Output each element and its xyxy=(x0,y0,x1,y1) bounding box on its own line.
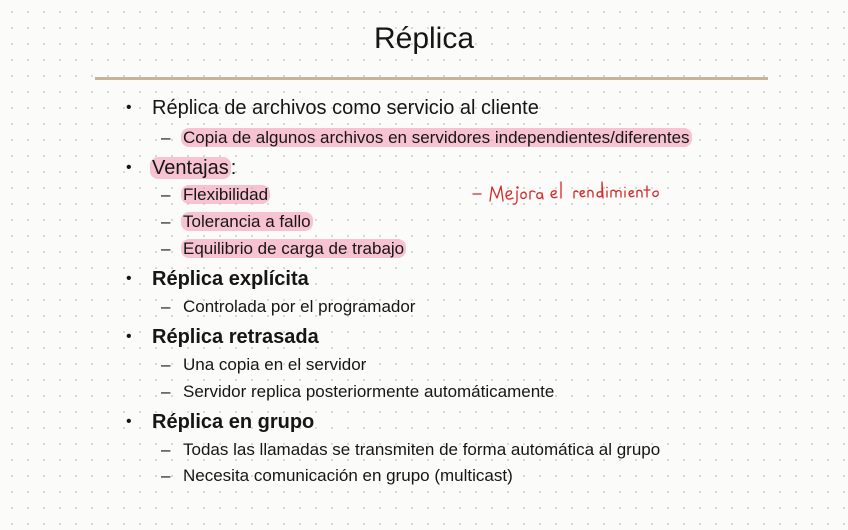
sub-text: Controlada por el programador xyxy=(183,297,416,316)
dash-icon: – xyxy=(161,440,171,459)
bullet-icon: • xyxy=(126,159,132,176)
dash-icon: – xyxy=(161,297,171,316)
bullet-icon: • xyxy=(126,413,132,430)
dash-icon: – xyxy=(161,355,171,374)
bullet-text: Réplica en grupo xyxy=(152,411,315,433)
dash-icon: – xyxy=(161,185,171,204)
highlighted-sub-text: Copia de algunos archivos en servidores independientes/diferentes xyxy=(183,128,690,147)
dash-icon: – xyxy=(161,128,171,147)
highlighted-sub-text: Flexibilidad xyxy=(183,185,269,204)
highlighted-sub-text: Tolerancia a fallo xyxy=(183,212,311,231)
dash-icon: – xyxy=(161,239,171,258)
bullet-text: Réplica de archivos como servicio al cliente xyxy=(152,97,539,119)
highlighted-sub-text: Equilibrio de carga de trabajo xyxy=(183,239,405,258)
bullet-icon: • xyxy=(126,99,132,116)
bullet-text: Réplica explícita xyxy=(152,268,309,290)
bullet-suffix: : xyxy=(230,157,237,179)
sub-text: Todas las llamadas se transmiten de forma automática al grupo xyxy=(183,440,661,459)
title-divider xyxy=(95,77,768,80)
bullet-icon: • xyxy=(126,270,132,287)
dash-icon: – xyxy=(161,212,171,231)
sub-text: Necesita comunicación en grupo (multicast) xyxy=(183,466,513,485)
bullet-text: Réplica retrasada xyxy=(152,326,319,348)
highlighted-bullet-text: Ventajas xyxy=(152,157,229,179)
slide-title: Réplica xyxy=(373,22,475,55)
handwritten-note-drawing xyxy=(470,174,670,210)
bullet-icon: • xyxy=(126,328,132,345)
sub-text: Una copia en el servidor xyxy=(183,355,367,374)
handwritten-note xyxy=(470,174,670,210)
dash-icon: – xyxy=(161,466,171,485)
dash-icon: – xyxy=(161,382,171,401)
sub-text: Servidor replica posteriormente automáticamente xyxy=(183,382,555,401)
